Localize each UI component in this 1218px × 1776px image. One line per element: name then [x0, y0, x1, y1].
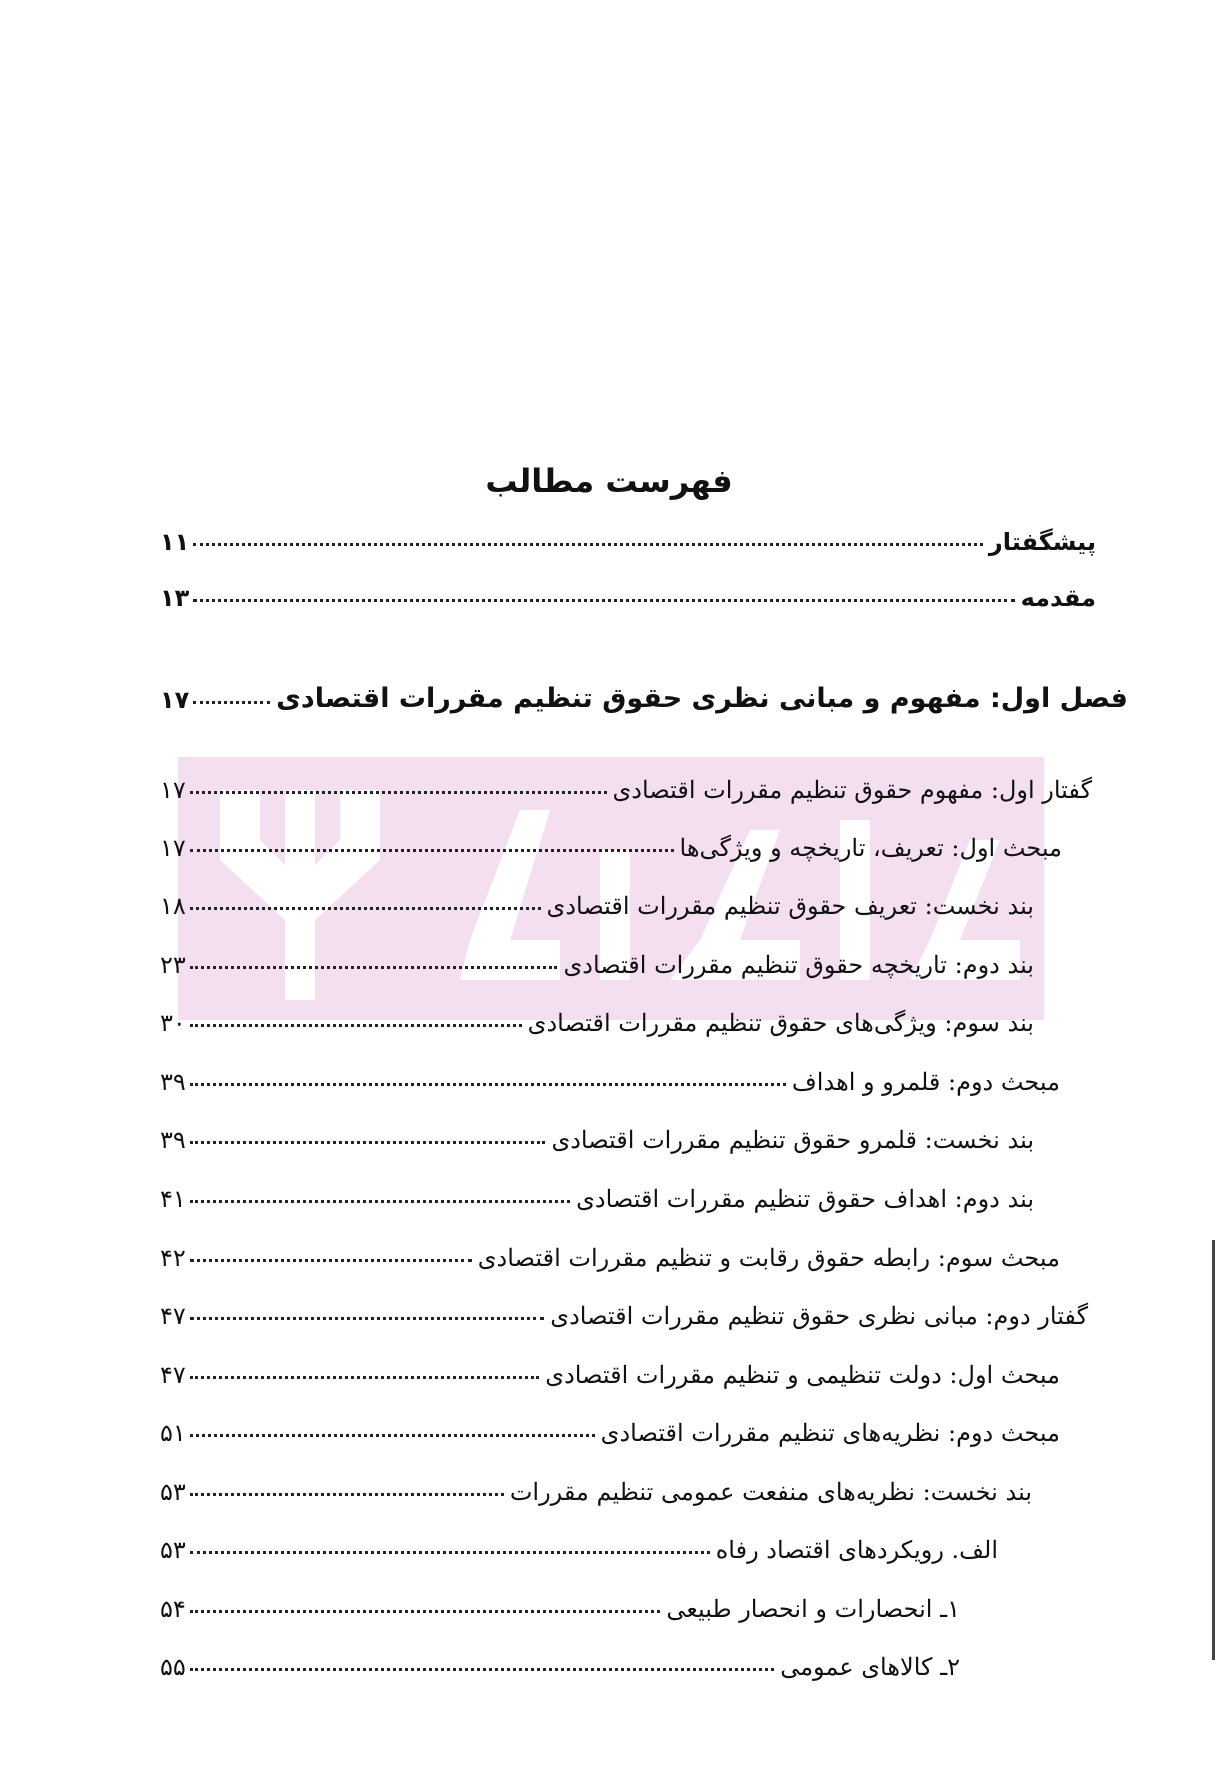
- toc-label: فصل اول: مفهوم و مبانی نظری حقوق تنظیم مقررات اقتصادی: [276, 683, 1128, 714]
- dot-leader: [190, 1610, 661, 1613]
- toc-entry[interactable]: [160, 1403, 1060, 1447]
- toc-page-number: ۱۸: [160, 892, 186, 920]
- toc-entry[interactable]: [160, 1637, 960, 1681]
- toc-entry[interactable]: [160, 818, 1062, 862]
- page-title: فهرست مطالب: [485, 462, 733, 500]
- toc-label: مبحث سوم: رابطه حقوق رقابت و تنظیم مقررات اقتصادی: [477, 1244, 1060, 1272]
- toc-page-number: ۱۷: [160, 686, 190, 714]
- toc-entry-introduction[interactable]: [160, 568, 1096, 612]
- toc-label: بند نخست: نظریه‌های منفعت عمومی تنظیم مقررات: [509, 1478, 1032, 1506]
- toc-page-number: ۵۳: [160, 1536, 186, 1564]
- dot-leader: [190, 1024, 522, 1027]
- dot-leader: [193, 701, 270, 704]
- dot-leader: [190, 849, 674, 852]
- dot-leader: [190, 1376, 540, 1379]
- toc-page-number: ۳۹: [160, 1126, 186, 1154]
- dot-leader: [190, 966, 558, 969]
- toc-label: مبحث دوم: نظریه‌های تنظیم مقررات اقتصادی: [600, 1419, 1060, 1447]
- toc-entry-chapter-one[interactable]: [160, 670, 1128, 714]
- toc-page-number: ۳۹: [160, 1068, 186, 1096]
- toc-entry[interactable]: [160, 1345, 1060, 1389]
- toc-label: الف. رویکردهای اقتصاد رفاه: [715, 1536, 998, 1564]
- toc-label: گفتار اول: مفهوم حقوق تنظیم مقررات اقتصادی: [612, 776, 1092, 804]
- toc-page-number: ۱۱: [160, 528, 190, 556]
- toc-entry[interactable]: [160, 760, 1092, 804]
- dot-leader: [190, 1551, 710, 1554]
- toc-entry[interactable]: [160, 876, 1034, 920]
- dot-leader: [190, 1259, 472, 1262]
- toc-label: گفتار دوم: مبانی نظری حقوق تنظیم مقررات اقتصادی: [550, 1302, 1088, 1330]
- toc-label: مبحث دوم: قلمرو و اهداف: [791, 1068, 1060, 1096]
- dot-leader: [190, 1141, 546, 1144]
- toc-entry[interactable]: [160, 993, 1034, 1037]
- dot-leader: [190, 1668, 774, 1671]
- toc-page-number: ۴۲: [160, 1244, 186, 1272]
- toc-label: بند نخست: قلمرو حقوق تنظیم مقررات اقتصادی: [551, 1126, 1034, 1154]
- toc-page-number: ۴۷: [160, 1361, 186, 1389]
- toc-entry[interactable]: [160, 935, 1034, 979]
- toc-entry[interactable]: [160, 1286, 1088, 1330]
- dot-leader: [193, 543, 983, 546]
- toc-label: مبحث اول: دولت تنظیمی و تنظیم مقررات اقتصادی: [545, 1361, 1060, 1389]
- toc-entry-foreword[interactable]: [160, 512, 1096, 556]
- toc-page-number: ۵۱: [160, 1419, 186, 1447]
- toc-page-number: ۱۷: [160, 834, 186, 862]
- toc-label: ۲ـ کالاهای عمومی: [780, 1653, 960, 1681]
- toc-page-number: ۲۳: [160, 951, 186, 979]
- toc-entry[interactable]: [160, 1110, 1034, 1154]
- toc-page-number: ۱۳: [160, 584, 190, 612]
- toc-label: پیشگفتار: [988, 528, 1096, 556]
- page-edge-shadow: [1212, 1240, 1215, 1660]
- dot-leader: [190, 1317, 545, 1320]
- dot-leader: [190, 907, 541, 910]
- toc-entry[interactable]: [160, 1579, 960, 1623]
- dot-leader: [190, 1200, 570, 1203]
- toc-label: بند دوم: اهداف حقوق تنظیم مقررات اقتصادی: [576, 1185, 1034, 1213]
- dot-leader: [190, 1434, 595, 1437]
- toc-page-number: ۵۵: [160, 1653, 186, 1681]
- dot-leader: [190, 1083, 786, 1086]
- toc-entry[interactable]: [160, 1228, 1060, 1272]
- toc-label: بند دوم: تاریخچه حقوق تنظیم مقررات اقتصادی: [563, 951, 1034, 979]
- toc-page-number: ۵۳: [160, 1478, 186, 1506]
- toc-page-number: ۳۰: [160, 1009, 186, 1037]
- toc-entry[interactable]: [160, 1169, 1034, 1213]
- toc-label: ۱ـ انحصارات و انحصار طبیعی: [666, 1595, 960, 1623]
- toc-entry[interactable]: [160, 1462, 1032, 1506]
- toc-label: بند سوم: ویژگی‌های حقوق تنظیم مقررات اقتصادی: [527, 1009, 1034, 1037]
- dot-leader: [190, 791, 607, 794]
- toc-entry[interactable]: [160, 1052, 1060, 1096]
- dot-leader: [193, 599, 1014, 602]
- toc-label: بند نخست: تعریف حقوق تنظیم مقررات اقتصادی: [546, 892, 1034, 920]
- toc-label: مبحث اول: تعریف، تاریخچه و ویژگی‌ها: [679, 834, 1062, 862]
- toc-label: مقدمه: [1020, 584, 1096, 612]
- toc-page-number: ۵۴: [160, 1595, 186, 1623]
- toc-page-number: ۴۷: [160, 1302, 186, 1330]
- toc-page-number: ۱۷: [160, 776, 186, 804]
- dot-leader: [190, 1493, 504, 1496]
- toc-entry[interactable]: [160, 1520, 998, 1564]
- toc-page-number: ۴۱: [160, 1185, 186, 1213]
